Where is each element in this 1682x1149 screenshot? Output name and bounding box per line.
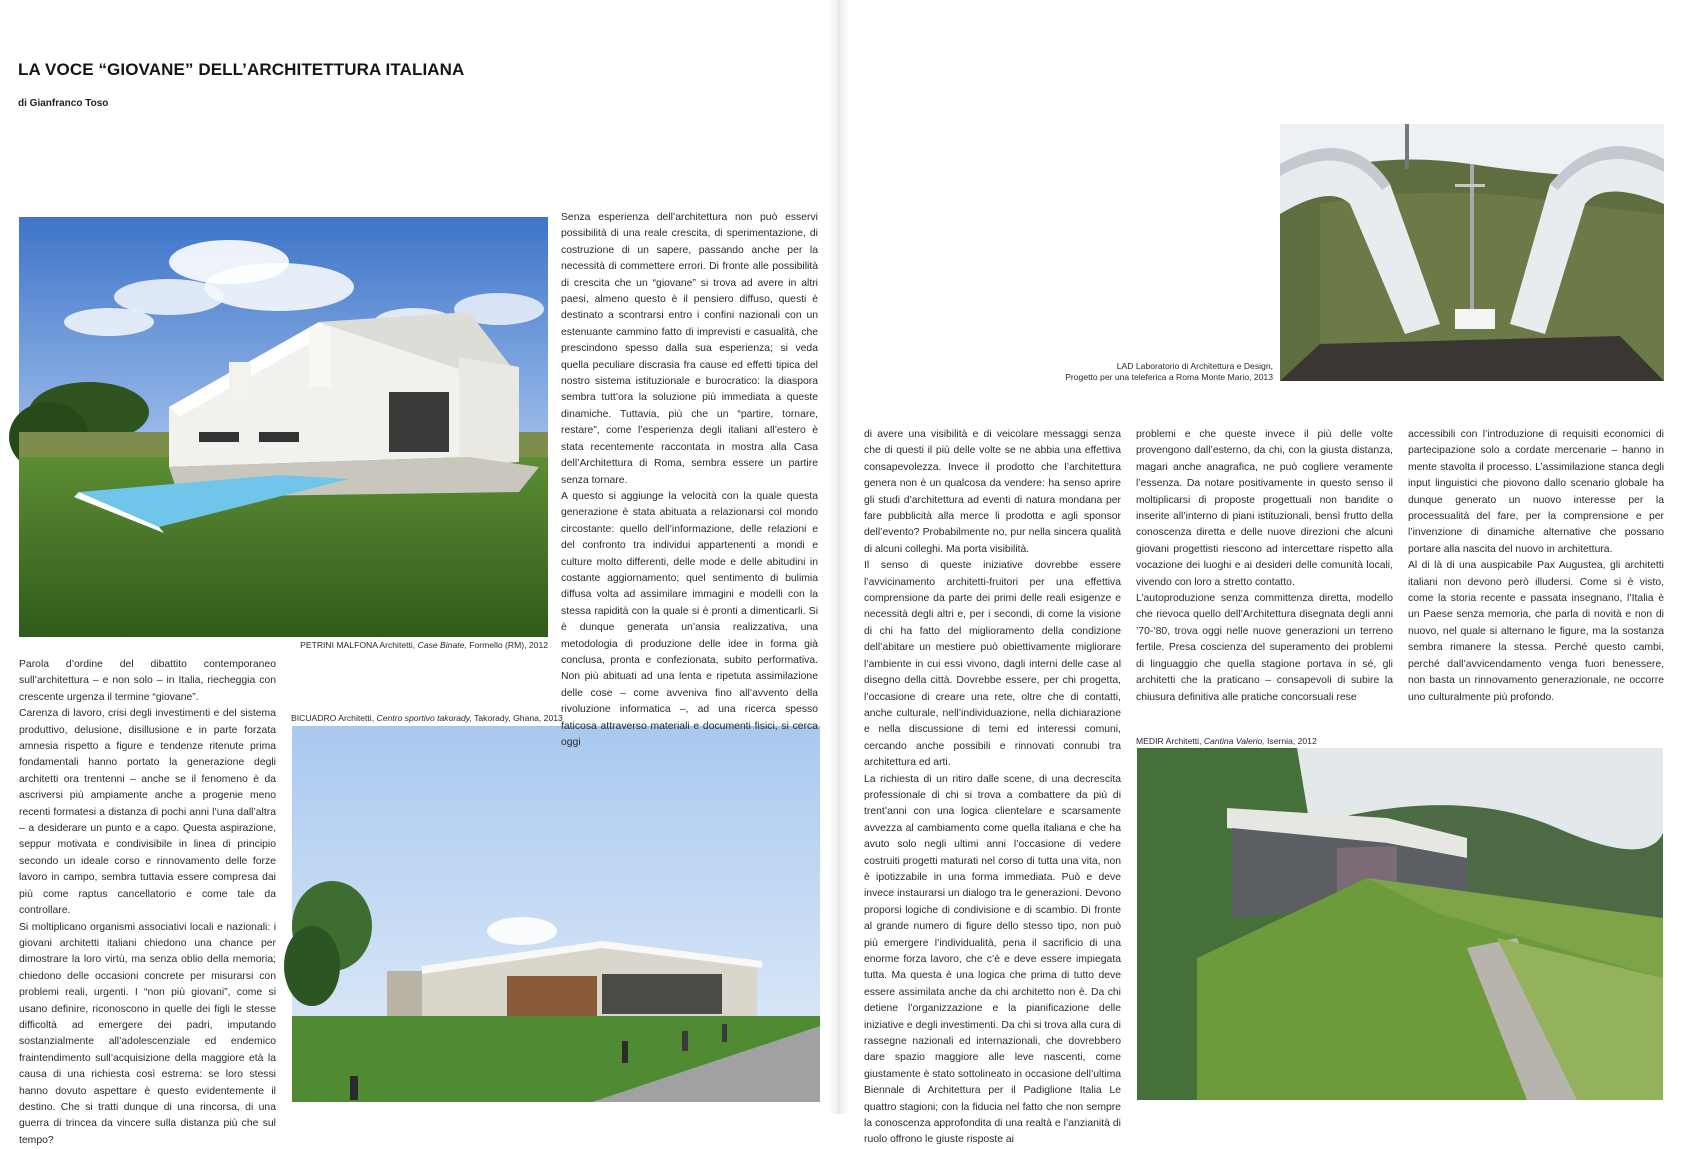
text-column-5: accessibili con l’introduzione di requisiti economici di partecipazione solo a cordate mercenarie – hanno in mente stavolta il processo. L’assimilazione stanca degli input linguistici che piovono dallo scenario globale ha dunque generato un nuovo interesse per la processualità del fare, per la comprensione e per l’invenzione di dinamiche alternative che possano portare alla nascita del nuovo in architettura. Al di là di una auspicabile Pax Augustea, gli architetti italiani non devono però illudersi. Come si è visto, come la storia recente e passata insegnano, l’Italia è un Paese senza memoria, che parla di novità e non di nuovo, nel quale si alternano le figure, ma la sostanza sembra rimanere la stessa. Perché questo cambi, perché dall’avvicendamento venga fuori benessere, non basta un rinnovamento generazionale, ne occorre uno culturalmente più profondo.	[1408, 429, 1664, 703]
caption-centro-sportivo: BICUADRO Architetti, Centro sportivo takorady, Takorady, Ghana, 2013	[291, 713, 563, 723]
photo-centro-sportivo	[292, 726, 820, 1102]
article-title: LA VOCE “GIOVANE” DELL’ARCHITETTURA ITALIANA	[18, 60, 465, 79]
text-column-4: problemi e che queste invece il più delle volte provengono dall’esterno, da chi, con la giusta distanza, magari anche anagrafica, ne può cogliere veramente l’essenza. Da notare positivamente in questo senso il moltiplicarsi di proposte progettuali non bandite o inserite all’interno di piani istituzionali, bensì frutto della conoscenza diretta e delle nuove direzioni che alcuni giovani progettisti riescono ad intercettare rispetto alla vocazione dei luoghi e ai desideri delle comunità locali, vivendo con loro a stretto contatto. L’autoproduzione senza committenza diretta, modello che rievoca quello dell’Architettura disegnata degli anni ’70-’80, trova oggi nelle nuove generazioni un terreno fertile. Presa coscienza del superamento dei problemi di linguaggio che quella stagione portava in sé, gli architetti che la praticano – consapevoli di subire la chiusura definitiva alle pratiche concorsuali rese	[1136, 429, 1393, 703]
page-gutter	[828, 0, 850, 1114]
photo-cantina-valerio	[1137, 748, 1663, 1100]
photo-case-binate	[19, 217, 548, 637]
caption-teleferica: LAD Laboratorio di Architettura e Design, Progetto per una teleferica a Roma Monte Mario, 2013	[1065, 361, 1273, 382]
text-column-1: Parola d’ordine del dibattito contemporaneo sull’architettura – e non solo – in Italia, riecheggia con crescente urgenza il termine “giovane”. Carenza di lavoro, crisi degli investimenti e del sistema produttivo, delusione, disillusione e in parte forzata amnesia rispetto a figure e tendenze ritenute prima fondamentali hanno portato la generazione degli architetti ora trentenni – anche se il fenomeno è da ascriversi più ampiamente anche a progenie meno recenti formatesi a distanza di pochi anni l’una dall’altra – a desiderare un punto e a capo. Questa aspirazione, seppur motivata e condivisibile in linea di principio secondo un ideale corso e rinnovamento delle forze lavoro in campo, sembra tuttavia essere compresa dai più come raptus cancellatorio e come tale da controllare. Si moltiplicano organismi associativi locali e nazionali: i giovani architetti italiani chiedono una chance per dimostrare la loro virtù, ma senza oblio della memoria; chiedono delle occasioni concrete per misurarsi con problemi reali, urgenti. I “non più giovani”, come si usano definire, riconoscono in quelle dei figli le stesse difficoltà ad emergere dei padri, imputando sostanzialmente all’adolescenziale ed endemico fraintendimento sull’acquisizione della maggiore età la causa di una richiesta così estrema: se loro stessi hanno dovuto aspettare è questo evidentemente il destino. Che si tratti dunque di una rincorsa, di una guerra di trincea da vincere sulla distanza più che sul tempo?	[19, 659, 276, 1146]
caption-cantina-valerio: MEDIR Architetti, Cantina Valerio, Isernia, 2012	[1136, 736, 1317, 746]
photo-teleferica	[1280, 124, 1664, 381]
text-column-2: Senza esperienza dell’architettura non può esservi possibilità di una reale crescita, di sperimentazione, di costruzione di un sapere, passando anche per la necessità di commettere errori. Di fronte alle possibilità di crescita che un “giovane” si trova ad avere in altri paesi, almeno questo è il pensiero diffuso, questi è destinato a scontrarsi entro i confini nazionali con un estenuante cammino fatto di imprevisti e casualità, che prescindono spesso dalla sua esperienza; si veda quella peculiare discrasia fra cause ed effetti tipica del nostro sistema istituzionale e burocratico: la diaspora sembra tutt’ora la soluzione più immediata a queste dinamiche. Tuttavia, più che un “partire, tornare, restare”, come l’esperienza degli italiani all’estero è stata recentemente raccontata in mostra alla Casa dell’Architettura di Roma, sembra essere un partire senza tornare. A questo si aggiunge la velocità con la quale questa generazione è stata abituata a relazionarsi col mondo circostante: quello dell’informazione, delle relazioni e del confronto tra individui appartenenti a mondi e culture molto differenti, delle mode e delle abitudini in costante aggiornamento; quel sentimento di bulimia diffusa volta ad assimilare immagini e modelli con la stessa rapidità con la quale si è pronti a dimenticarli. Si è dunque generata un’ansia realizzativa, una metodologia di produzione delle idee in forma già conclusa, pronta e confezionata, subito performativa. Non più abituati ad una lenta e ripetuta assimilazione delle cose – come avveniva fino all’avvento della rivoluzione informatica –, ad una ricerca spesso faticosa attraverso materiali e documenti fisici, si cerca oggi	[561, 212, 818, 748]
article-byline: di Gianfranco Toso	[18, 98, 109, 109]
text-column-3: di avere una visibilità e di veicolare messaggi senza che di questi il più delle volte se ne abbia una effettiva consapevolezza. Invece il prodotto che l’architettura genera non è un qualcosa da vendere: ha senso aprire gli studi d’architettura ad eventi di natura mondana per fare pubblicità alla merce li prodotta e agli sponsor dell’evento? Probabilmente no, pur nella sincera qualità di alcuni colleghi. Ma porta visibilità. Il senso di queste iniziative dovrebbe essere l’avvicinamento architetti-fruitori per una effettiva comprensione da parte dei primi delle reali esigenze e necessità degli altri e, per i secondi, di come la visione di chi ha fatto del miglioramento della condizione dell’abitare un mestiere può obiettivamente migliorare l’ambiente in cui essi vivono, dagli interni delle case al disegno della città. Dovrebbe essere, per chi progetta, l’occasione di creare una rete, oltre che di contatti, anche culturale, nell’individuazione, nella dichiarazione e nella discussione di temi ed interessi comuni, cercando anche possibili e rinnovati connubi tra architettura ed arti. La richiesta di un ritiro dalle scene, di una decrescita professionale di chi si trova a combattere da più di trent’anni con una logica clientelare e scarsamente avvezza al cambiamento come quella italiana e che ha avuto solo negli ultimi anni l’occasione di vedere costruiti progetti maturati nel corso di tutta una vita, non è ipotizzabile in una forma immediata. Può e deve invece instaurarsi un dialogo tra le generazioni. Devono proporsi logiche di condivisione e di scambio. Di fronte al grande numero di figure dello stesso tipo, non può più emergere l’individualità, pena il sacrificio di una enorme forza lavoro, che c’è e deve essere impiegata tutta. Ma questa è una logica che prima di tutto deve essere assimilata anche da chi architetto non è. Da chi detiene l’organizzazione e la pianificazione delle iniziative e degli investimenti. Da chi si trova alla cura di rassegne nazionali ed internazionali, che dovrebbero dare spazio maggiore alle leve nascenti, come giustamente è stato sottolineato in occasione dell’ultima Biennale di Architettura per il Padiglione Italia Le quattro stagioni; con la fiducia nel fatto che non sempre la conoscenza approfondita di una realtà e l’anzianità di ruolo offrono le giuste risposte ai	[864, 429, 1121, 1146]
caption-case-binate: PETRINI MALFONA Architetti, Case Binate, Formello (RM), 2012	[300, 640, 548, 650]
